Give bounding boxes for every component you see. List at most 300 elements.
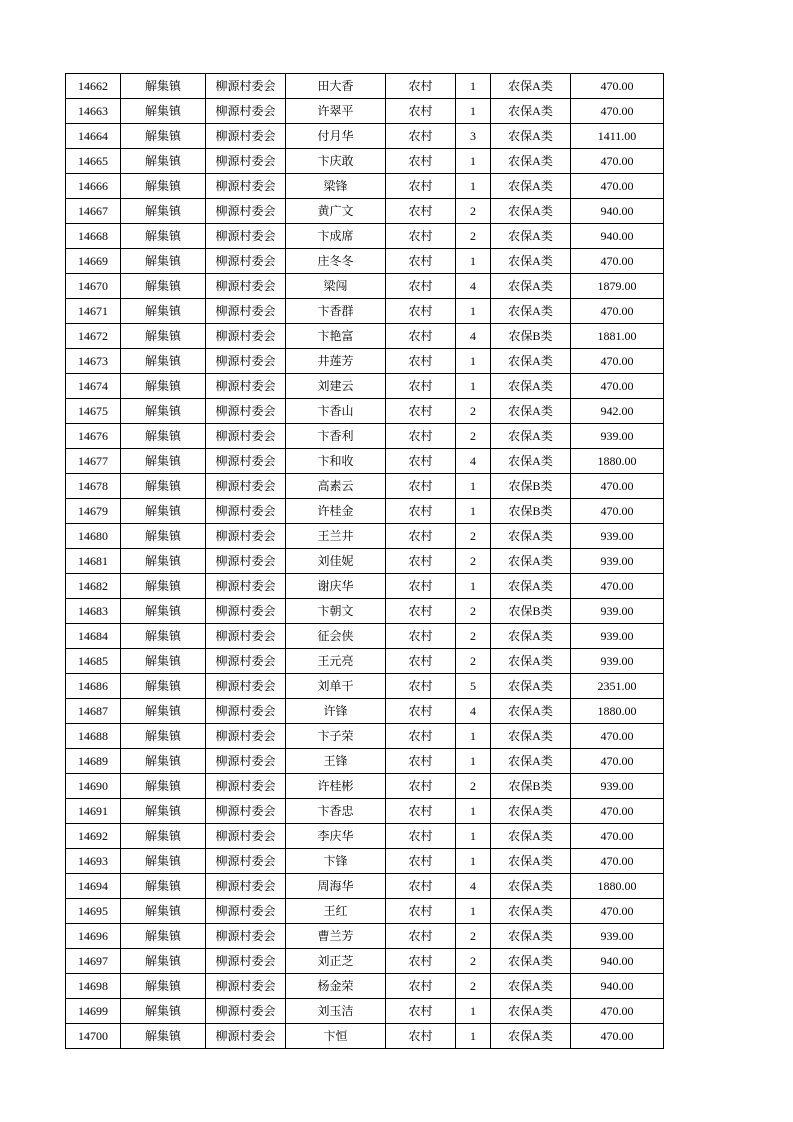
cell-residence: 农村: [386, 699, 456, 724]
table-row: [66, 499, 664, 524]
table-row: [66, 749, 664, 774]
cell-residence: 农村: [386, 599, 456, 624]
cell-residence: 农村: [386, 974, 456, 999]
cell-count: 1: [456, 849, 491, 874]
cell-id: 14671: [66, 299, 121, 324]
cell-amount: 939.00: [571, 774, 664, 799]
cell-id: 14674: [66, 374, 121, 399]
cell-residence: 农村: [386, 224, 456, 249]
cell-amount: 940.00: [571, 949, 664, 974]
table-row: [66, 199, 664, 224]
table-row: [66, 274, 664, 299]
cell-id: 14662: [66, 74, 121, 99]
table-row: [66, 624, 664, 649]
cell-amount: 942.00: [571, 399, 664, 424]
cell-name: 许桂金: [286, 499, 386, 524]
cell-amount: 939.00: [571, 599, 664, 624]
cell-id: 14696: [66, 924, 121, 949]
cell-residence: 农村: [386, 949, 456, 974]
cell-village: 柳源村委会: [206, 524, 286, 549]
cell-town: 解集镇: [121, 749, 206, 774]
table-row: [66, 324, 664, 349]
cell-count: 2: [456, 974, 491, 999]
cell-name: 王元亮: [286, 649, 386, 674]
cell-count: 2: [456, 199, 491, 224]
cell-name: 卞香忠: [286, 799, 386, 824]
table-row: [66, 549, 664, 574]
table-row: [66, 824, 664, 849]
cell-id: 14665: [66, 149, 121, 174]
cell-count: 2: [456, 424, 491, 449]
cell-name: 卞朝文: [286, 599, 386, 624]
cell-town: 解集镇: [121, 274, 206, 299]
cell-residence: 农村: [386, 574, 456, 599]
cell-amount: 1411.00: [571, 124, 664, 149]
cell-id: 14699: [66, 999, 121, 1024]
cell-name: 卞艳富: [286, 324, 386, 349]
cell-category: 农保B类: [491, 599, 571, 624]
table-row: [66, 724, 664, 749]
cell-residence: 农村: [386, 899, 456, 924]
cell-id: 14677: [66, 449, 121, 474]
cell-count: 2: [456, 549, 491, 574]
cell-village: 柳源村委会: [206, 949, 286, 974]
table-row: [66, 949, 664, 974]
table-row: [66, 224, 664, 249]
cell-count: 1: [456, 474, 491, 499]
table-row: [66, 474, 664, 499]
cell-count: 4: [456, 324, 491, 349]
cell-town: 解集镇: [121, 349, 206, 374]
cell-town: 解集镇: [121, 299, 206, 324]
cell-village: 柳源村委会: [206, 424, 286, 449]
cell-village: 柳源村委会: [206, 574, 286, 599]
cell-count: 1: [456, 824, 491, 849]
cell-name: 王兰井: [286, 524, 386, 549]
cell-residence: 农村: [386, 549, 456, 574]
cell-category: 农保A类: [491, 299, 571, 324]
cell-name: 付月华: [286, 124, 386, 149]
cell-name: 卞锋: [286, 849, 386, 874]
cell-category: 农保A类: [491, 624, 571, 649]
cell-town: 解集镇: [121, 74, 206, 99]
cell-name: 卞香山: [286, 399, 386, 424]
cell-id: 14666: [66, 174, 121, 199]
cell-name: 谢庆华: [286, 574, 386, 599]
cell-category: 农保A类: [491, 199, 571, 224]
cell-amount: 470.00: [571, 1024, 664, 1049]
cell-village: 柳源村委会: [206, 324, 286, 349]
table-row: [66, 999, 664, 1024]
cell-village: 柳源村委会: [206, 224, 286, 249]
cell-town: 解集镇: [121, 974, 206, 999]
cell-residence: 农村: [386, 474, 456, 499]
cell-category: 农保A类: [491, 999, 571, 1024]
cell-town: 解集镇: [121, 474, 206, 499]
cell-count: 2: [456, 624, 491, 649]
cell-village: 柳源村委会: [206, 799, 286, 824]
table-row: [66, 424, 664, 449]
cell-town: 解集镇: [121, 999, 206, 1024]
cell-count: 1: [456, 299, 491, 324]
cell-town: 解集镇: [121, 1024, 206, 1049]
cell-id: 14678: [66, 474, 121, 499]
cell-amount: 1880.00: [571, 874, 664, 899]
cell-amount: 470.00: [571, 74, 664, 99]
cell-residence: 农村: [386, 274, 456, 299]
table-row: [66, 799, 664, 824]
cell-id: 14690: [66, 774, 121, 799]
cell-amount: 470.00: [571, 374, 664, 399]
cell-name: 卞成席: [286, 224, 386, 249]
cell-count: 1: [456, 74, 491, 99]
cell-village: 柳源村委会: [206, 699, 286, 724]
cell-residence: 农村: [386, 124, 456, 149]
cell-town: 解集镇: [121, 824, 206, 849]
table-row: [66, 774, 664, 799]
cell-id: 14681: [66, 549, 121, 574]
cell-residence: 农村: [386, 874, 456, 899]
cell-residence: 农村: [386, 999, 456, 1024]
cell-village: 柳源村委会: [206, 374, 286, 399]
cell-count: 5: [456, 674, 491, 699]
cell-category: 农保A类: [491, 99, 571, 124]
cell-id: 14693: [66, 849, 121, 874]
cell-name: 杨金荣: [286, 974, 386, 999]
cell-category: 农保A类: [491, 524, 571, 549]
cell-residence: 农村: [386, 649, 456, 674]
cell-residence: 农村: [386, 749, 456, 774]
cell-town: 解集镇: [121, 924, 206, 949]
cell-amount: 470.00: [571, 99, 664, 124]
cell-village: 柳源村委会: [206, 124, 286, 149]
cell-name: 卞香群: [286, 299, 386, 324]
table-row: [66, 349, 664, 374]
cell-amount: 470.00: [571, 824, 664, 849]
cell-id: 14667: [66, 199, 121, 224]
cell-count: 1: [456, 99, 491, 124]
cell-category: 农保A类: [491, 74, 571, 99]
cell-amount: 470.00: [571, 724, 664, 749]
cell-category: 农保A类: [491, 274, 571, 299]
cell-village: 柳源村委会: [206, 774, 286, 799]
cell-name: 黄广文: [286, 199, 386, 224]
cell-residence: 农村: [386, 374, 456, 399]
table-row: [66, 149, 664, 174]
cell-id: 14664: [66, 124, 121, 149]
cell-name: 李庆华: [286, 824, 386, 849]
cell-residence: 农村: [386, 1024, 456, 1049]
cell-town: 解集镇: [121, 374, 206, 399]
cell-town: 解集镇: [121, 549, 206, 574]
cell-residence: 农村: [386, 324, 456, 349]
cell-amount: 470.00: [571, 899, 664, 924]
cell-village: 柳源村委会: [206, 299, 286, 324]
cell-amount: 470.00: [571, 349, 664, 374]
cell-id: 14668: [66, 224, 121, 249]
cell-amount: 939.00: [571, 424, 664, 449]
cell-id: 14686: [66, 674, 121, 699]
cell-amount: 939.00: [571, 524, 664, 549]
table-row: [66, 524, 664, 549]
cell-town: 解集镇: [121, 424, 206, 449]
cell-residence: 农村: [386, 499, 456, 524]
cell-category: 农保A类: [491, 749, 571, 774]
cell-town: 解集镇: [121, 574, 206, 599]
cell-town: 解集镇: [121, 499, 206, 524]
cell-category: 农保A类: [491, 649, 571, 674]
cell-residence: 农村: [386, 424, 456, 449]
cell-count: 2: [456, 649, 491, 674]
table-row: [66, 924, 664, 949]
cell-name: 许桂彬: [286, 774, 386, 799]
cell-category: 农保B类: [491, 499, 571, 524]
cell-town: 解集镇: [121, 774, 206, 799]
cell-category: 农保A类: [491, 399, 571, 424]
cell-name: 刘玉洁: [286, 999, 386, 1024]
cell-amount: 939.00: [571, 649, 664, 674]
cell-category: 农保A类: [491, 224, 571, 249]
cell-name: 征会侠: [286, 624, 386, 649]
cell-amount: 470.00: [571, 174, 664, 199]
table-row: [66, 399, 664, 424]
cell-town: 解集镇: [121, 699, 206, 724]
cell-count: 1: [456, 724, 491, 749]
cell-id: 14683: [66, 599, 121, 624]
table-row: [66, 599, 664, 624]
cell-id: 14672: [66, 324, 121, 349]
cell-id: 14669: [66, 249, 121, 274]
cell-amount: 940.00: [571, 224, 664, 249]
cell-category: 农保A类: [491, 974, 571, 999]
cell-count: 2: [456, 599, 491, 624]
cell-name: 刘佳妮: [286, 549, 386, 574]
cell-amount: 470.00: [571, 574, 664, 599]
cell-count: 2: [456, 399, 491, 424]
cell-amount: 1879.00: [571, 274, 664, 299]
cell-category: 农保A类: [491, 374, 571, 399]
cell-amount: 470.00: [571, 299, 664, 324]
cell-town: 解集镇: [121, 224, 206, 249]
cell-count: 2: [456, 924, 491, 949]
cell-count: 2: [456, 224, 491, 249]
table-row: [66, 1024, 664, 1049]
cell-amount: 470.00: [571, 149, 664, 174]
cell-name: 曹兰芳: [286, 924, 386, 949]
cell-village: 柳源村委会: [206, 824, 286, 849]
cell-id: 14698: [66, 974, 121, 999]
cell-category: 农保A类: [491, 449, 571, 474]
table-row: [66, 74, 664, 99]
table-row: [66, 449, 664, 474]
cell-category: 农保A类: [491, 149, 571, 174]
cell-id: 14689: [66, 749, 121, 774]
cell-town: 解集镇: [121, 99, 206, 124]
cell-town: 解集镇: [121, 624, 206, 649]
cell-town: 解集镇: [121, 524, 206, 549]
cell-town: 解集镇: [121, 899, 206, 924]
cell-name: 卞香利: [286, 424, 386, 449]
cell-residence: 农村: [386, 799, 456, 824]
cell-village: 柳源村委会: [206, 999, 286, 1024]
cell-village: 柳源村委会: [206, 349, 286, 374]
cell-name: 许锋: [286, 699, 386, 724]
cell-town: 解集镇: [121, 399, 206, 424]
table-row: [66, 374, 664, 399]
cell-residence: 农村: [386, 74, 456, 99]
table-row: [66, 899, 664, 924]
cell-town: 解集镇: [121, 674, 206, 699]
cell-name: 井莲芳: [286, 349, 386, 374]
cell-id: 14697: [66, 949, 121, 974]
cell-count: 4: [456, 274, 491, 299]
cell-village: 柳源村委会: [206, 674, 286, 699]
cell-town: 解集镇: [121, 324, 206, 349]
cell-residence: 农村: [386, 849, 456, 874]
cell-id: 14687: [66, 699, 121, 724]
cell-town: 解集镇: [121, 599, 206, 624]
cell-residence: 农村: [386, 674, 456, 699]
cell-town: 解集镇: [121, 949, 206, 974]
cell-residence: 农村: [386, 449, 456, 474]
cell-count: 1: [456, 574, 491, 599]
cell-count: 1: [456, 899, 491, 924]
table-row: [66, 299, 664, 324]
cell-town: 解集镇: [121, 849, 206, 874]
cell-count: 1: [456, 999, 491, 1024]
cell-category: 农保A类: [491, 699, 571, 724]
cell-amount: 470.00: [571, 474, 664, 499]
cell-count: 4: [456, 449, 491, 474]
cell-town: 解集镇: [121, 199, 206, 224]
table-row: [66, 99, 664, 124]
records-table-body: [66, 74, 664, 1049]
cell-count: 1: [456, 1024, 491, 1049]
cell-category: 农保A类: [491, 424, 571, 449]
cell-amount: 470.00: [571, 799, 664, 824]
cell-amount: 470.00: [571, 749, 664, 774]
table-row: [66, 124, 664, 149]
cell-village: 柳源村委会: [206, 449, 286, 474]
cell-count: 3: [456, 124, 491, 149]
cell-count: 2: [456, 774, 491, 799]
cell-category: 农保B类: [491, 774, 571, 799]
cell-id: 14700: [66, 1024, 121, 1049]
cell-name: 王锋: [286, 749, 386, 774]
cell-id: 14684: [66, 624, 121, 649]
cell-residence: 农村: [386, 249, 456, 274]
cell-amount: 939.00: [571, 924, 664, 949]
cell-village: 柳源村委会: [206, 974, 286, 999]
cell-category: 农保A类: [491, 249, 571, 274]
cell-town: 解集镇: [121, 649, 206, 674]
cell-village: 柳源村委会: [206, 649, 286, 674]
cell-village: 柳源村委会: [206, 724, 286, 749]
cell-name: 卞庆敢: [286, 149, 386, 174]
cell-residence: 农村: [386, 174, 456, 199]
cell-town: 解集镇: [121, 149, 206, 174]
cell-category: 农保A类: [491, 824, 571, 849]
cell-village: 柳源村委会: [206, 99, 286, 124]
table-row: [66, 649, 664, 674]
cell-name: 刘单干: [286, 674, 386, 699]
cell-name: 刘正芝: [286, 949, 386, 974]
cell-village: 柳源村委会: [206, 624, 286, 649]
cell-name: 周海华: [286, 874, 386, 899]
records-table: [65, 73, 664, 1049]
cell-count: 2: [456, 524, 491, 549]
cell-amount: 470.00: [571, 849, 664, 874]
cell-amount: 2351.00: [571, 674, 664, 699]
cell-amount: 1881.00: [571, 324, 664, 349]
cell-id: 14685: [66, 649, 121, 674]
cell-town: 解集镇: [121, 874, 206, 899]
cell-residence: 农村: [386, 199, 456, 224]
cell-town: 解集镇: [121, 799, 206, 824]
cell-name: 刘建云: [286, 374, 386, 399]
cell-category: 农保A类: [491, 549, 571, 574]
cell-village: 柳源村委会: [206, 1024, 286, 1049]
table-row: [66, 974, 664, 999]
cell-amount: 470.00: [571, 999, 664, 1024]
cell-amount: 939.00: [571, 549, 664, 574]
cell-category: 农保A类: [491, 1024, 571, 1049]
cell-count: 1: [456, 349, 491, 374]
cell-id: 14675: [66, 399, 121, 424]
cell-village: 柳源村委会: [206, 549, 286, 574]
cell-village: 柳源村委会: [206, 399, 286, 424]
cell-amount: 939.00: [571, 624, 664, 649]
cell-village: 柳源村委会: [206, 274, 286, 299]
cell-count: 1: [456, 249, 491, 274]
cell-id: 14676: [66, 424, 121, 449]
table-row: [66, 249, 664, 274]
cell-name: 庄冬冬: [286, 249, 386, 274]
cell-id: 14692: [66, 824, 121, 849]
cell-category: 农保A类: [491, 949, 571, 974]
cell-amount: 940.00: [571, 974, 664, 999]
cell-id: 14695: [66, 899, 121, 924]
cell-residence: 农村: [386, 299, 456, 324]
cell-id: 14663: [66, 99, 121, 124]
table-row: [66, 874, 664, 899]
cell-town: 解集镇: [121, 449, 206, 474]
cell-residence: 农村: [386, 524, 456, 549]
cell-residence: 农村: [386, 724, 456, 749]
cell-town: 解集镇: [121, 174, 206, 199]
cell-name: 王红: [286, 899, 386, 924]
cell-village: 柳源村委会: [206, 249, 286, 274]
cell-residence: 农村: [386, 99, 456, 124]
cell-count: 1: [456, 799, 491, 824]
cell-name: 卞子荣: [286, 724, 386, 749]
cell-category: 农保A类: [491, 849, 571, 874]
cell-amount: 470.00: [571, 249, 664, 274]
cell-count: 4: [456, 874, 491, 899]
table-row: [66, 699, 664, 724]
cell-town: 解集镇: [121, 724, 206, 749]
cell-village: 柳源村委会: [206, 899, 286, 924]
cell-village: 柳源村委会: [206, 174, 286, 199]
cell-village: 柳源村委会: [206, 749, 286, 774]
cell-count: 1: [456, 374, 491, 399]
cell-town: 解集镇: [121, 124, 206, 149]
cell-id: 14670: [66, 274, 121, 299]
cell-village: 柳源村委会: [206, 199, 286, 224]
cell-name: 高素云: [286, 474, 386, 499]
cell-category: 农保B类: [491, 474, 571, 499]
cell-category: 农保A类: [491, 574, 571, 599]
